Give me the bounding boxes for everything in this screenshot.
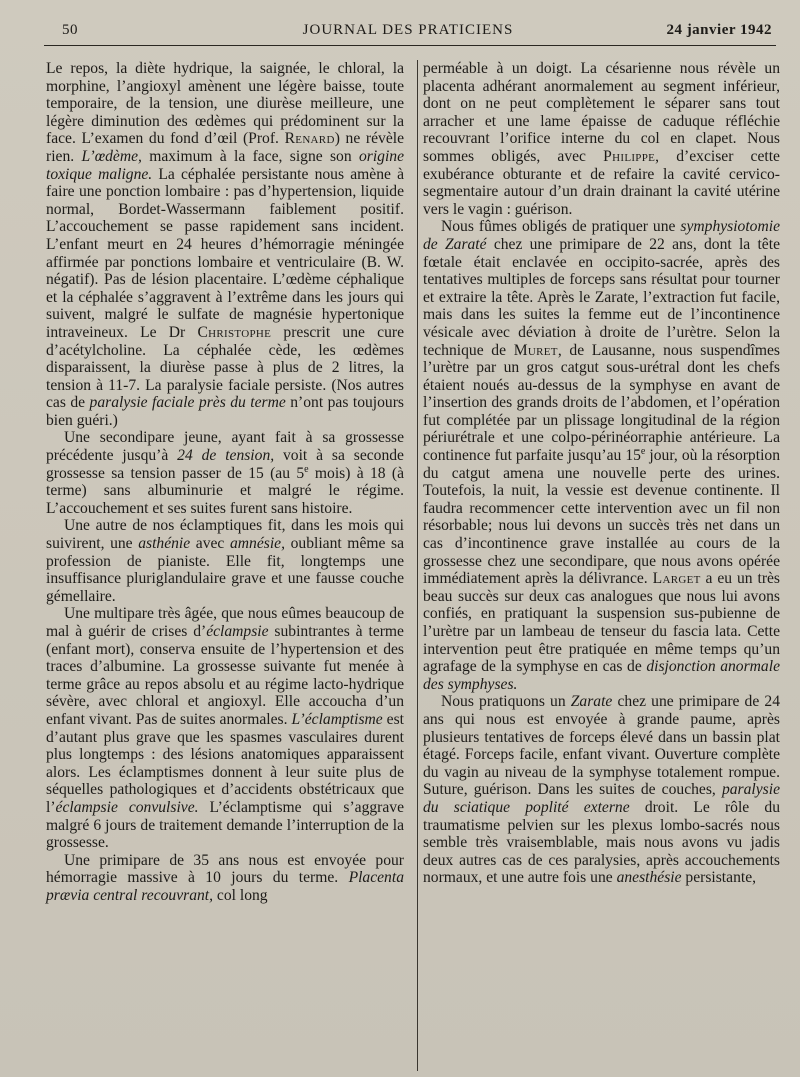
paragraph-secondipare: Une secondipare jeune, ayant fait à sa grossesse précédente jusqu’à 24 de tension, voit à sa seconde grossesse sa tension passer de 15 (au 5e mois) à 18 (à terme) sans albuminurie et malgré le régime. L’accouchement et ses suites furent sans histoire. — [46, 429, 405, 517]
paragraph-symphysiotomie: Nous fûmes obligés de pratiquer une symphysiotomie de Zaraté chez une primipare de 22 ans, dont la tête fœtale était enclavée en occipito-sacrée, après des tentatives multiples de forceps sans résultat pour tourner et extraire la tête. Après le Zarate, l’extraction fut facile, mais dans les suites la femme eut de l’incontinence vésicale avec déviation à droite de l’urètre. Selon la technique de Muret, de Lausanne, nous suspendîmes l’urètre par un gros catgut sous-urétral dont les chefs étaient noués au-dessus de la symphyse en avant de l’insertion des grands droits de l’abdomen, et l’opération fut complétée par un plissage longitudinal de la région périurétrale et une colpo-périnéorraphie antérieure. La continence fut parfaite jusqu’au 15e jour, où la résorption du catgut amena une nouvelle perte des urines. Toutefois, la nuit, la vessie est devenue continente. Il faudra recommencer cette intervention avec un fil non résorbable; nous lui devons un succès très net dans un cas d’incontinence grave installée au cours de la grossesse chez une secondipare, que nous avons opérée immédiatement après la délivrance. Larget a eu un très beau succès sur deux cas analogues que nous lui avons confiés, en pratiquant la suspension sus-pubienne de l’urètre par un lambeau de tenseur du fascia lata. Cette intervention peut être pratiquée en même temps qu’un agrafage de la symphyse en cas de disjonction anormale des symphyses. — [423, 218, 781, 693]
paragraph-zarate: Nous pratiquons un Zarate chez une primipare de 24 ans qui nous est envoyée à grande paume, après plusieurs tentatives de forceps élevé dans un bassin plat étagé. Forceps facile, enfant vivant. Ouverture complète du vagin au niveau de la symphyse totalement rompue. Suture, guérison. Dans les suites de couches, paralysie du sciatique poplité externe droit. Le rôle du traumatisme pelvien sur les plexus lombo-sacrés nous semble très vraisemblable, mais nous avons vu jadis deux autres cas de ces paralysies, après accouchements normaux, et une autre fois une anesthésie persistante, — [423, 693, 781, 887]
issue-date: 24 janvier 1942 — [666, 22, 772, 38]
paragraph-asthenie: Une autre de nos éclamptiques fit, dans les mois qui suivirent, une asthénie avec amnésie, oubliant même sa profession de pianiste. Elle fit, longtemps une insuffisance pluriglandulaire grave et une fausse couche gémellaire. — [46, 517, 405, 605]
paragraph-eclampsie: Une multipare très âgée, que nous eûmes beaucoup de mal à guérir de crises d’éclampsie subintrantes à terme (enfant mort), conserva ensuite de l’hypertension et des traces d’albumine. La grossesse suivante fut menée à terme grâce au repos absolu et au régime lacto-hydrique sévère, avec chloral et angioxyl. Elle accoucha d’un enfant vivant. Pas de suites anormales. L’éclamptisme est d’autant plus grave que les spasmes vasculaires durent plus longtemps : des lésions anatomiques apparaissent alors. Les éclamptismes donnent à leur suite plus de séquelles pathologiques et d’accidents obstétricaux que l’éclampsie convulsive. L’éclamptisme qui s’aggrave malgré 6 jours de traitement demande l’interruption de la grossesse. — [46, 605, 404, 852]
author-name: Philippe — [603, 147, 656, 165]
right-column — [423, 60, 780, 887]
author-name: Larget — [652, 570, 701, 588]
left-column — [46, 60, 404, 905]
paragraph-treatment: Le repos, la diète hydrique, la saignée, le chloral, la morphine, l’angioxyl amènent une légère baisse, toute temporaire, de la tension, une diurèse meilleure, une légère diminution des œdèmes qui prédominent sur la face. L’examen du fond d’œil (Prof. Renard) ne révèle rien. L’œdème, maximum à la face, signe son origine toxique maligne. La céphalée persistante nous amène à faire une ponction lombaire : pas d’hypertension, liquide normal, Bordet-Wassermann faiblement positif. L’accouchement se passe rapidement sans incident. L’enfant meurt en 24 heures d’hémorragie méningée affirmée par ponctions lombaire et ventriculaire (B. W. négatif). Pas de lésion placentaire. L’œdème céphalique et la céphalée s’aggravent à l’extrême dans les jours qui suivent, malgré le sulfate de magnésie hypertonique intraveineux. Le Dr Christophe prescrit une cure d’acétylcholine. La céphalée cède, les œdèmes disparaissent, la diurèse passe à plus de 2 litres, la tension à 11-7. La paralysie faciale persiste. (Nos autres cas de paralysie faciale près du terme n’ont pas toujours bien guéri.) — [46, 60, 405, 429]
column-divider — [417, 60, 418, 1071]
paragraph-placenta: Une primipare de 35 ans nous est envoyée pour hémorragie massive à 10 jours du terme. Placenta prævia central recouvrant, col long — [46, 851, 404, 904]
paragraph-cesarienne: perméable à un doigt. La césarienne nous révèle un placenta adhérant anormalement au segment inférieur, dont on ne peut complètement le séparer sans tout arracher et une lame épaisse de caduque réfléchie recouvrant l’orifice interne du col en clapet. Nous sommes obligés, avec Philippe, d’exciser cette exubérance obturante et de refaire la cavité cervico-segmentaire autour d’un drain drainant la cavité utérine vers le vagin : guérison. — [423, 60, 780, 218]
page-number: 50 — [62, 22, 78, 38]
page-header — [44, 20, 772, 44]
author-name: Muret — [513, 341, 558, 359]
header-rule — [44, 45, 776, 46]
author-name: Renard — [284, 130, 335, 148]
journal-title: JOURNAL DES PRATICIENS — [302, 22, 514, 38]
author-name: Christophe — [197, 323, 272, 341]
